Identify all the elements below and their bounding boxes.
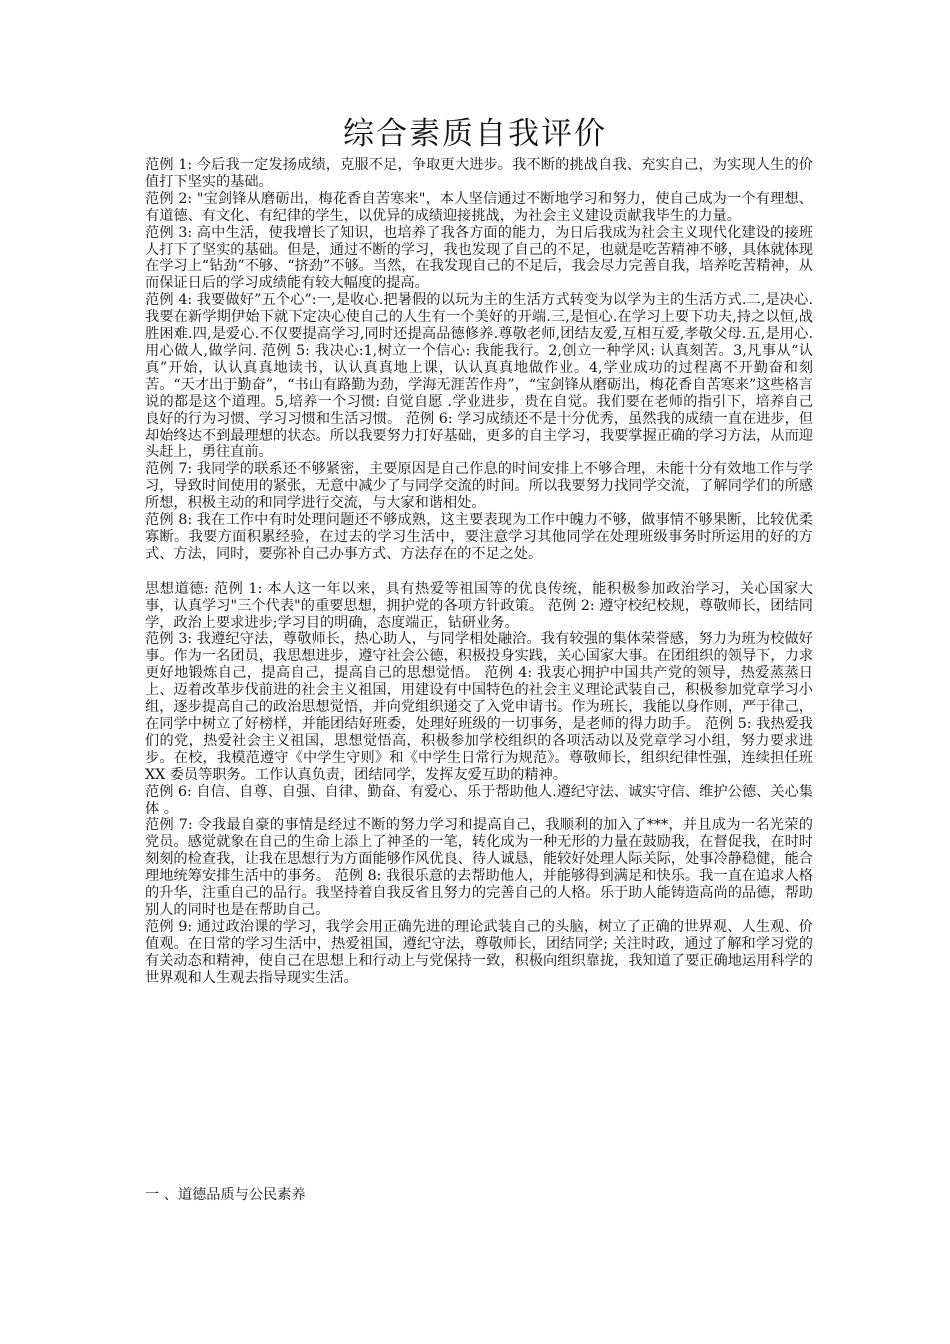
paragraph: 范例 9: 通过政治课的学习，我学会用正确先进的理论武装自己的头脑，树立了正确的世界观、人生观、价值观。在日常的学习生活中，热爱祖国，遵纪守法，尊敬师长，团结同学; 关注时政，通过了解和学习党的有关动态和精神，使自己在思想上和行动上与党保持一致，积极向组织靠拢，我知道了要正确地运用科学的世界观和人生观去指导现实生活。	[145, 918, 813, 986]
page-title: 综合素质自我评价	[343, 116, 607, 152]
paragraph: 范例 4: 我要做好”五个心”:一,是收心.把暑假的以玩为主的生活方式转变为以学为主的生活方式.二,是决心.我要在新学期伊始下就下定决心使自己的人生有一个美好的开端.三,是恒心.在学习上要下功夫,持之以恒,战胜困难.四,是爱心.不仅要提高学习,同时还提高品德修养.尊敬老师,团结友爱,互相互爱,孝敬父母.五,是用心.用心做人,做学问. 范例 5: 我决心:1,树立一个信心: 我能我行。2,创立一种学风: 认真刻苦。3,凡事从“认真”开始，认认真真地读书，认认真真地上课，认认真真地做作业。4,学业成功的过程离不开勤奋和刻苦。“天才出于勤奋”，“书山有路勤为劲，学海无涯苦作舟”，“宝剑锋从磨砺出，梅花香自苦寒来”这些格言说的都是这个道理。5,培养一个习惯: 自觉自愿 .学业进步，贵在自觉。我们要在老师的指引下，培养自己良好的行为习惯、学习习惯和生活习惯。 范例 6: 学习成绩还不是十分优秀，虽然我的成绩一直在进步，但却始终达不到最理想的状态。所以我要努力打好基础，更多的自主学习，我要掌握正确的学习方法，从而迎头赶上，勇往直前。	[145, 292, 813, 461]
paragraph: 范例 3: 高中生活，使我增长了知识，也培养了我各方面的能力，为日后我成为社会主义现代化建设的接班人打下了坚实的基础。但是，通过不断的学习，我也发现了自己的不足，也就是吃苦精神不够，具体就体现在学习上“钻劲”不够、“挤劲”不够。当然，在我发现自己的不足后，我会尽力完善自我，培养吃苦精神，从而保证日后的学习成绩能有较大幅度的提高。	[145, 224, 813, 292]
paragraph: 思想道德: 范例 1: 本人这一年以来，具有热爱等祖国等的优良传统，能积极参加政治学习，关心国家大事，认真学习"三个代表"的重要思想，拥护党的各项方针政策。 范例 2: 遵守校纪校规，尊敬师长，团结同学，政治上要求进步;学习目的明确，态度端正，钻研业务。	[145, 580, 813, 631]
paragraph: 范例 7: 令我最自豪的事情是经过不断的努力学习和提高自己，我顺利的加入了***，并且成为一名光荣的党员。感觉就象在自己的生命上添上了神圣的一笔，转化成为一种无形的力量在鼓励我，在督促我，在时时刻刻的检查我，让我在思想行为方面能够作风优良、待人诚恳，能较好处理人际关际，处事冷静稳健，能合理地统筹安排生活中的事务。 范例 8: 我很乐意的去帮助他人，并能够得到满足和快乐。我一直在追求人格的升华，注重自己的品行。我坚持着自我反省且努力的完善自己的人格。乐于助人能铸造高尚的品德，帮助别人的同时也是在帮助自己。	[145, 817, 813, 918]
paragraph: 范例 3: 我遵纪守法，尊敬师长，热心助人，与同学相处融洽。我有较强的集体荣誉感，努力为班为校做好事。作为一名团员，我思想进步，遵守社会公德，积极投身实践，关心国家大事。在团组织的领导下，力求更好地锻炼自己，提高自己，提高自己的思想觉悟。 范例 4: 我衷心拥护中国共产党的领导，热爱蒸蒸日上、迈着改革步伐前进的社会主义祖国，用建设有中国特色的社会主义理论武装自己，积极参加党章学习小组，逐步提高自己的政治思想觉悟，并向党组织递交了入党申请书。作为班长，我能以身作则，严于律己，在同学中树立了好榜样，并能团结好班委，处理好班级的一切事务，是老师的得力助手。 范例 5: 我热爱我们的党，热爱社会主义祖国，思想觉悟高，积极参加学校组织的各项活动以及党章学习小组，努力要求进步。在校，我模范遵守《中学生守则》和《中学生日常行为规范》。尊敬师长，组织纪律性强，连续担任班 XX 委员等职务。工作认真负责，团结同学，发挥友爱互助的精神。	[145, 631, 813, 783]
paragraph: 范例 1: 今后我一定发扬成绩，克服不足，争取更大进步。我不断的挑战自我、充实自己，为实现人生的价值打下坚实的基础。	[145, 157, 813, 190]
paragraph-gap	[145, 563, 813, 581]
document-body	[145, 157, 813, 987]
paragraph: 范例 6: 自信、自尊、自强、自律、勤奋、有爱心、乐于帮助他人.遵纪守法、诚实守信、维护公德、关心集体 。	[145, 783, 813, 817]
section-heading: 一 、道德品质与公民素养	[145, 1187, 306, 1203]
paragraph: 范例 2: "宝剑锋从磨砺出，梅花香自苦寒来"，本人坚信通过不断地学习和努力，使自己成为一个有理想、有道德、有文化、有纪律的学生，以优异的成绩迎接挑战，为社会主义建设贡献我毕生的力量。	[145, 190, 813, 224]
paragraph: 范例 7: 我同学的联系还不够紧密，主要原因是自己作息的时间安排上不够合理，未能十分有效地工作与学习，导致时间使用的紧张，无意中减少了与同学交流的时间。所以我要努力找同学交流，了解同学们的所感所想，积极主动的和同学进行交流，与大家和谐相处。	[145, 461, 813, 512]
paragraph: 范例 8: 我在工作中有时处理问题还不够成熟，这主要表现为工作中魄力不够，做事情不够果断，比较优柔寡断。我要方面积累经验，在过去的学习生活中，要注意学习其他同学在处理班级事务时所运用的好的方式、方法，同时，要弥补自己办事方式、方法存在的不足之处。	[145, 512, 813, 562]
